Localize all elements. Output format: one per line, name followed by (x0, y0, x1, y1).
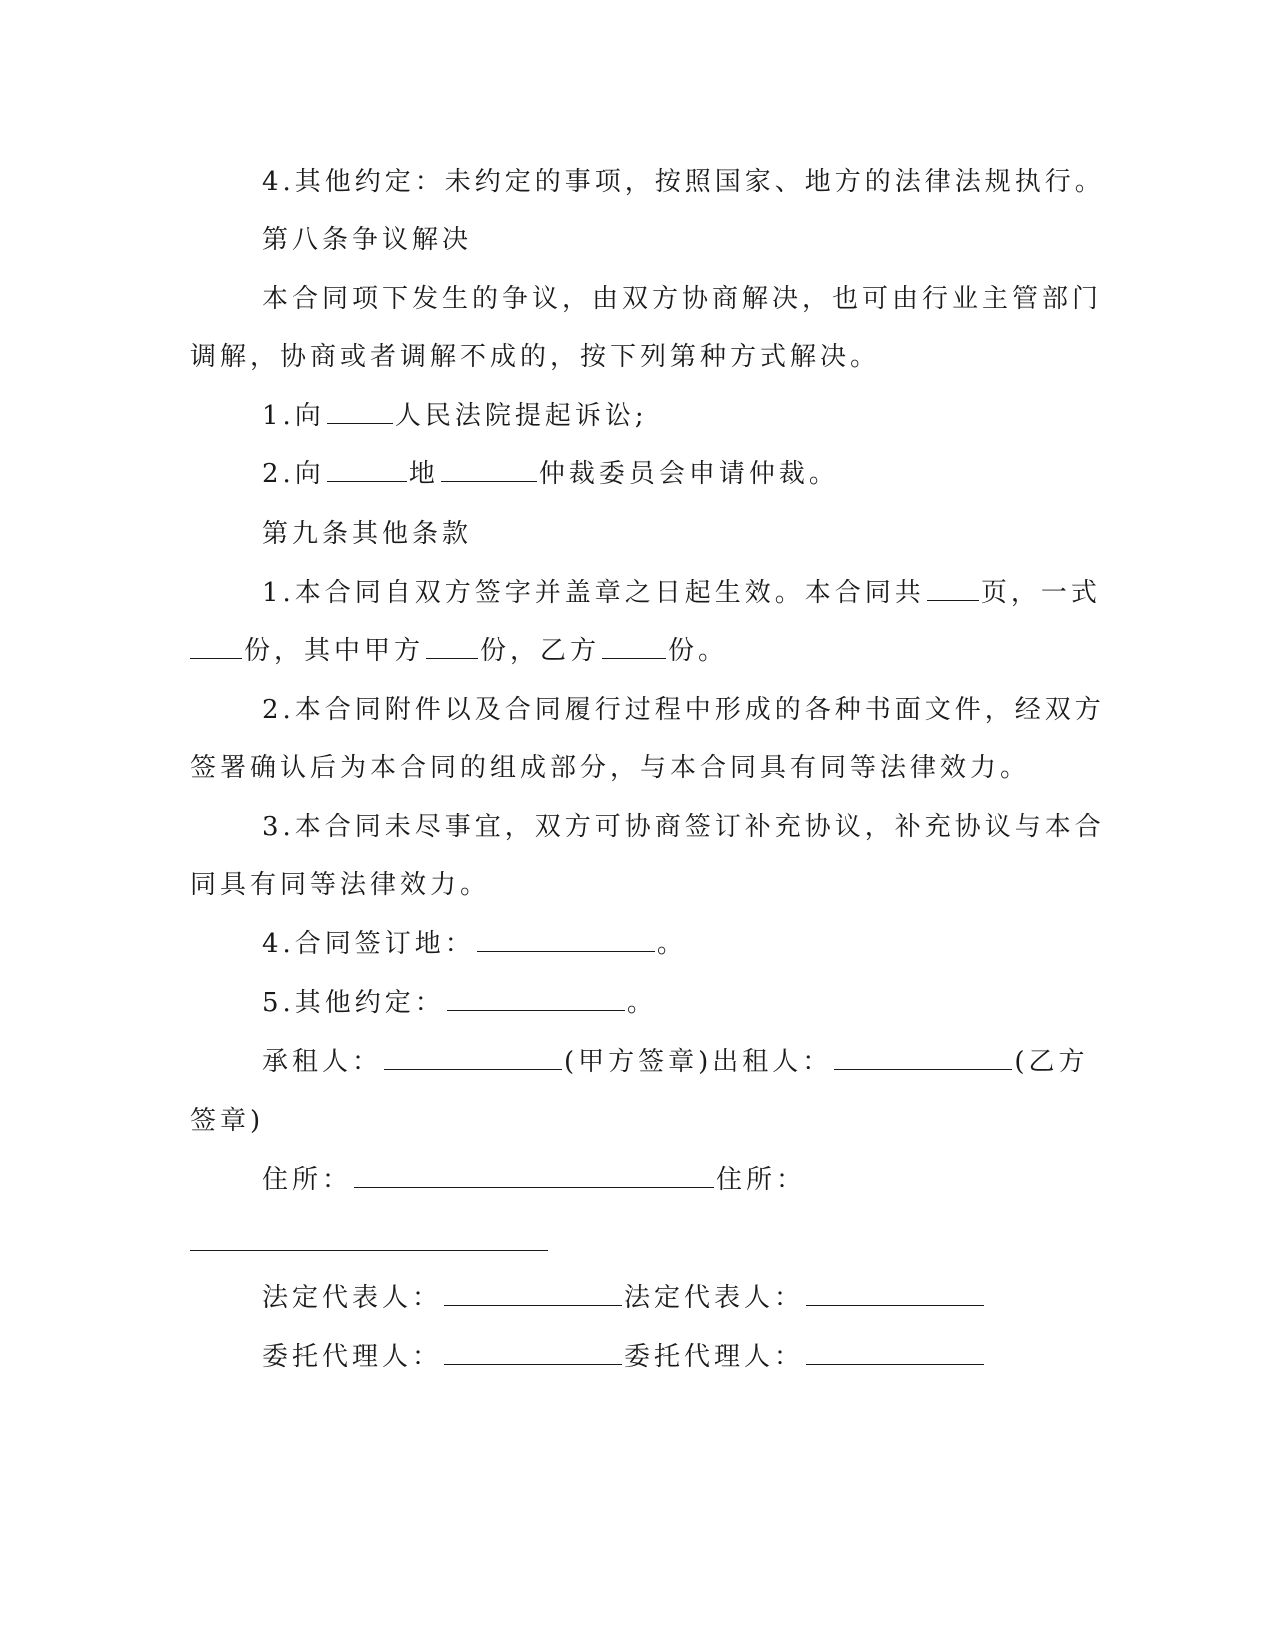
article-8-option-1 (262, 398, 1080, 434)
paragraph-text: 页，一式 (980, 578, 1101, 608)
article-9-heading (262, 516, 1080, 552)
paragraph-text: 4.其他约定：未约定的事项，按照国家、地方的法律法规执行。 (262, 167, 1105, 197)
field-label: 法定代表人： (262, 1283, 443, 1313)
page-count-blank[interactable] (927, 576, 979, 601)
article-8-heading (262, 222, 1080, 258)
article-9-item-5 (262, 985, 1080, 1021)
party-a-copies-blank[interactable] (426, 634, 478, 659)
lessor-address-blank[interactable] (190, 1250, 548, 1251)
field-label: (甲方签章)出租人： (564, 1047, 833, 1077)
paragraph-text: 1.本合同自双方签字并盖章之日起生效。本合同共 (262, 578, 925, 608)
other-agreement-blank[interactable] (447, 986, 625, 1011)
article-8-paragraph-line-2 (190, 339, 1080, 375)
option-text: 仲裁委员会申请仲裁。 (538, 459, 839, 489)
party-b-copies-blank[interactable] (602, 634, 666, 659)
article-9-item-4 (262, 926, 1080, 962)
lessee-signature-blank[interactable] (384, 1045, 562, 1070)
article-9-item-3-line-1 (262, 809, 1105, 845)
article-9-item-1-line-1 (262, 575, 1101, 611)
paragraph-text: 份，乙方 (480, 636, 601, 666)
option-text: 地 (408, 459, 439, 489)
article-8-option-2 (262, 456, 1080, 492)
lessee-address-blank[interactable] (354, 1163, 714, 1188)
arbitration-commission-blank[interactable] (441, 457, 537, 482)
lessee-legal-rep-blank[interactable] (444, 1281, 622, 1306)
clause-7-item-4 (262, 164, 1105, 200)
agent-line (262, 1339, 1080, 1375)
paragraph-text: 份，其中甲方 (244, 636, 425, 666)
paragraph-text: 。 (626, 988, 657, 1018)
field-label: 住所： (262, 1165, 353, 1195)
article-9-item-2-line-2 (190, 750, 1080, 786)
field-label: 签章) (190, 1106, 265, 1136)
field-label: 委托代理人： (624, 1342, 805, 1372)
field-label: 法定代表人： (624, 1283, 805, 1313)
field-label: 4.合同签订地： (262, 929, 475, 959)
paragraph-text: 本合同项下发生的争议，由双方协商解决，也可由行业主管部门 (262, 284, 1103, 314)
heading-text: 第九条其他条款 (262, 519, 473, 549)
article-9-item-2-line-1 (262, 692, 1105, 728)
option-prefix: 1.向 (262, 401, 325, 431)
article-9-item-3-line-2 (190, 867, 1080, 903)
article-8-paragraph-line-1 (262, 281, 1103, 317)
article-9-item-1-line-2 (190, 633, 1080, 669)
signature-line-1 (262, 1044, 1089, 1080)
lessor-agent-blank[interactable] (806, 1340, 984, 1365)
paragraph-text: 签署确认后为本合同的组成部分，与本合同具有同等法律效力。 (190, 753, 1031, 783)
field-label: 委托代理人： (262, 1342, 443, 1372)
paragraph-text: 3.本合同未尽事宜，双方可协商签订补充协议，补充协议与本合 (262, 812, 1105, 842)
lessor-signature-blank[interactable] (834, 1045, 1012, 1070)
option-text: 人民法院提起诉讼; (394, 401, 648, 431)
paragraph-text: 份。 (668, 636, 729, 666)
signature-line-2 (190, 1103, 1080, 1139)
paragraph-text: 同具有同等法律效力。 (190, 870, 491, 900)
paragraph-text: 2.本合同附件以及合同履行过程中形成的各种书面文件，经双方 (262, 695, 1105, 725)
paragraph-text: 。 (656, 929, 687, 959)
arbitration-location-blank[interactable] (327, 457, 407, 482)
field-label: 承租人： (262, 1047, 383, 1077)
legal-representative-line (262, 1280, 1080, 1316)
lessee-agent-blank[interactable] (444, 1340, 622, 1365)
signing-place-blank[interactable] (477, 927, 655, 952)
field-label: 5.其他约定： (262, 988, 445, 1018)
court-name-blank[interactable] (327, 399, 393, 424)
lessor-legal-rep-blank[interactable] (806, 1281, 984, 1306)
field-label: 住所： (716, 1165, 807, 1195)
field-label: (乙方 (1014, 1047, 1089, 1077)
heading-text: 第八条争议解决 (262, 225, 473, 255)
option-prefix: 2.向 (262, 459, 325, 489)
copy-count-blank[interactable] (190, 634, 242, 659)
paragraph-text: 调解，协商或者调解不成的，按下列第种方式解决。 (190, 342, 881, 372)
address-line (262, 1162, 1080, 1198)
